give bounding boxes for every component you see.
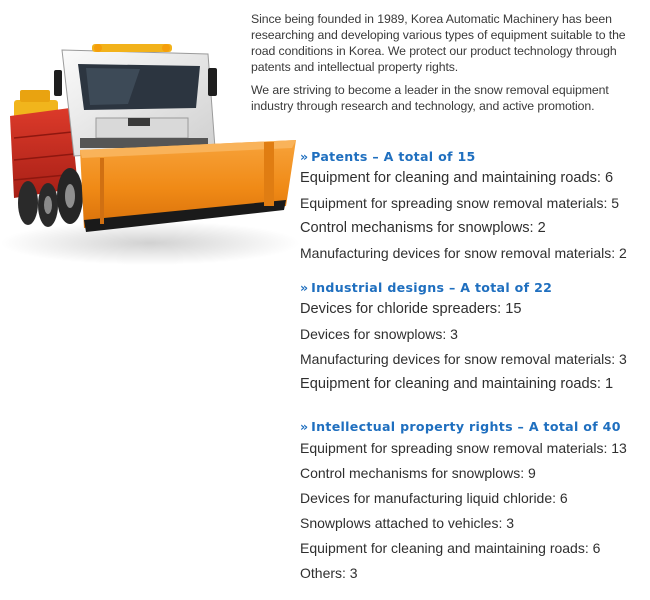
list-item: Equipment for cleaning and maintaining roads: 1 xyxy=(300,376,614,392)
patents-section xyxy=(300,148,627,266)
list-item: Control mechanisms for snowplows: 9 xyxy=(300,465,536,481)
list-item: Equipment for spreading snow removal materials: 13 xyxy=(300,440,627,456)
ip-rights-section xyxy=(300,418,627,586)
ip-rights-heading xyxy=(300,418,627,436)
double-chevron-right-icon: » xyxy=(300,149,307,164)
list-item: Devices for snowplows: 3 xyxy=(300,326,458,342)
list-item: Devices for manufacturing liquid chloride: 6 xyxy=(300,490,568,506)
list-item: Control mechanisms for snowplows: 2 xyxy=(300,220,546,236)
industrial-designs-section xyxy=(300,279,627,397)
list-item: Snowplows attached to vehicles: 3 xyxy=(300,515,515,531)
list-item: Equipment for cleaning and maintaining roads: 6 xyxy=(300,170,614,186)
intro-text xyxy=(251,11,646,121)
list-item: Equipment for spreading snow removal materials: 5 xyxy=(300,195,620,211)
list-item: Others: 3 xyxy=(300,565,358,581)
list-item: Devices for chloride spreaders: 15 xyxy=(300,301,522,317)
industrial-designs-heading xyxy=(300,279,627,297)
intro-paragraph-1: Since being founded in 1989, Korea Automatic Machinery has been researching and developing various types of equipment suitable to the road conditions in Korea. We protect our product technology through patents and intellectual property rights. xyxy=(251,12,626,74)
double-chevron-right-icon: » xyxy=(300,280,307,295)
ip-rights-heading-label: Intellectual property rights – A total of 40 xyxy=(311,419,621,434)
intro-paragraph-2: We are striving to become a leader in the snow removal equipment industry through research and technology, and active promotion. xyxy=(251,83,609,113)
list-item: Equipment for cleaning and maintaining roads: 6 xyxy=(300,540,601,556)
list-item: Manufacturing devices for snow removal materials: 3 xyxy=(300,351,627,367)
patents-heading-label: Patents – A total of 15 xyxy=(311,149,476,164)
industrial-designs-heading-label: Industrial designs – A total of 22 xyxy=(311,280,553,295)
patents-heading xyxy=(300,148,627,166)
double-chevron-right-icon: » xyxy=(300,419,307,434)
list-item: Manufacturing devices for snow removal materials: 2 xyxy=(300,245,627,261)
